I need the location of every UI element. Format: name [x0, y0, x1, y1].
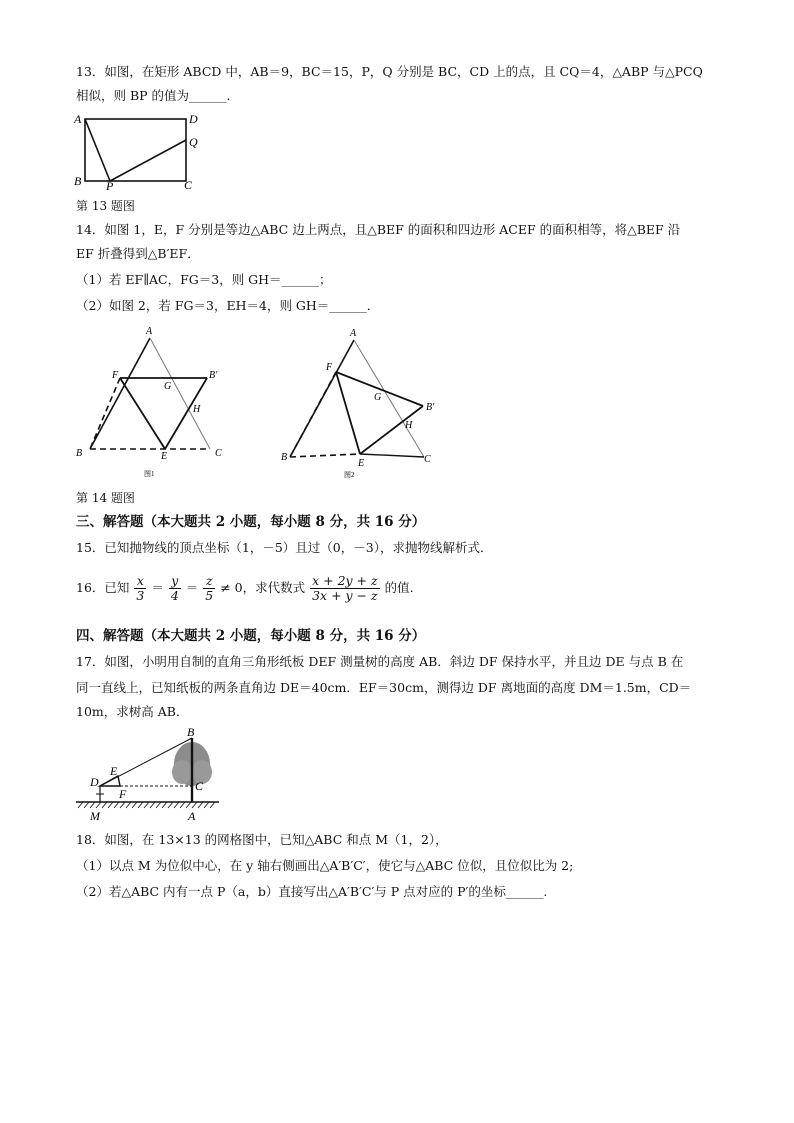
q16-f1-num: x	[134, 574, 146, 589]
fig1-label-C: C	[215, 448, 222, 459]
q13-label-D: D	[189, 112, 198, 126]
q18-line3: （2）若△ABC 内有一点 P（a，b）直接写出△A′B′C′与 P 点对应的 P′的坐标______.	[76, 884, 548, 899]
q17-label-C: C	[195, 779, 204, 793]
q16-prefix: 16．已知	[76, 580, 130, 595]
q17-figure	[74, 726, 224, 826]
q16-fb-den: 3x + y − z	[312, 588, 378, 603]
q13-line2: 相似，则 BP 的值为______．	[76, 88, 240, 103]
fig2-label-H: H	[405, 420, 413, 431]
fig1-label-Bp: B′	[209, 370, 218, 381]
q17-label-F: F	[119, 787, 127, 801]
q14-line1: 14．如图 1，E，F 分别是等边△ABC 边上两点，且△BEF 的面积和四边形 ACEF 的面积相等，将△BEF 沿	[76, 222, 681, 237]
q18-line2: （1）以点 M 为位似中心，在 y 轴右侧画出△A′B′C′，使它与△ABC 位似，且位似比为 2;	[76, 858, 574, 873]
fig2-label-G: G	[374, 392, 382, 403]
q16-eq1: ＝	[151, 580, 164, 595]
q17-label-A: A	[188, 809, 196, 823]
q16-frac-y4	[169, 574, 181, 603]
fig1-label-H: H	[193, 404, 201, 415]
q16-ne: ≠ 0，求代数式	[220, 580, 306, 595]
q13-label-C: C	[184, 178, 193, 192]
fig1-label-F: F	[112, 370, 119, 381]
q14-caption: 第 14 题图	[76, 491, 135, 505]
q17-label-M: M	[90, 809, 100, 823]
q17-line1: 17．如图，小明用自制的直角三角形纸板 DEF 测量树的高度 AB．斜边 DF 保持水平，并且边 DE 与点 B 在	[76, 654, 684, 669]
q13-figure	[72, 110, 202, 192]
q16-frac-expression	[310, 574, 380, 603]
q16-f2-num: y	[169, 574, 181, 589]
fig2-label-F: F	[326, 362, 333, 373]
fig2-label-B: B	[281, 452, 288, 463]
q16-f2-den: 4	[170, 588, 179, 603]
fig1-label-B: B	[76, 448, 83, 459]
fig2-label-A: A	[350, 328, 357, 339]
q13-label-B: B	[74, 174, 82, 188]
q16-frac-z5	[203, 574, 215, 603]
section3-title: 三、解答题（本大题共 2 小题，每小题 8 分，共 16 分）	[76, 514, 426, 530]
q17-line2: 同一直线上，已知纸板的两条直角边 DE＝40cm．EF＝30cm，测得边 DF 离地面的高度 DM＝1.5m，CD＝	[76, 680, 692, 695]
q13-caption: 第 13 题图	[76, 199, 135, 213]
q16-text	[76, 574, 414, 603]
q16-frac-x3	[134, 574, 146, 603]
q14-sub2: （2）如图 2，若 FG＝3，EH＝4，则 GH＝______．	[76, 298, 380, 313]
q17-label-D: D	[90, 775, 99, 789]
section4-title: 四、解答题（本大题共 2 小题，每小题 8 分，共 16 分）	[76, 628, 426, 644]
q18-line1: 18．如图，在 13×13 的网格图中，已知△ABC 和点 M（1，2），	[76, 832, 448, 847]
fig1-label-E: E	[161, 451, 168, 462]
fig1-label-G: G	[164, 381, 172, 392]
fig1-caption: 图1	[144, 470, 155, 478]
q14-figure-1	[72, 322, 242, 482]
fig2-label-E: E	[358, 458, 365, 469]
q13-label-P: P	[106, 179, 114, 192]
q13-label-A: A	[74, 112, 82, 126]
fig2-label-C: C	[424, 454, 431, 465]
q14-figure-2	[278, 322, 448, 482]
q17-label-E: E	[110, 764, 118, 778]
q14-line2: EF 折叠得到△B′EF．	[76, 246, 200, 261]
q16-fb-num: x + 2y + z	[312, 573, 378, 588]
q16-f1-den: 3	[136, 588, 145, 603]
q14-sub1: （1）若 EF∥AC，FG＝3，则 GH＝______；	[76, 272, 332, 287]
q16-suffix: 的值.	[384, 580, 414, 595]
q16-f3-den: 5	[205, 588, 214, 603]
fig2-label-Bp: B′	[426, 402, 435, 413]
q17-line3: 10m，求树高 AB．	[76, 704, 189, 719]
fig1-label-A: A	[146, 326, 153, 337]
q13-label-Q: Q	[189, 135, 198, 149]
q15-text: 15．已知抛物线的顶点坐标（1，－5）且过（0，－3），求抛物线解析式．	[76, 540, 493, 555]
fig2-caption: 图2	[344, 471, 355, 479]
q17-label-B: B	[187, 726, 195, 739]
q16-eq2: ＝	[185, 580, 199, 595]
q16-f3-num: z	[203, 574, 215, 589]
q13-line1: 13．如图，在矩形 ABCD 中，AB＝9，BC＝15，P，Q 分别是 BC，CD 上的点，且 CQ＝4，△ABP 与△PCQ	[76, 64, 703, 79]
